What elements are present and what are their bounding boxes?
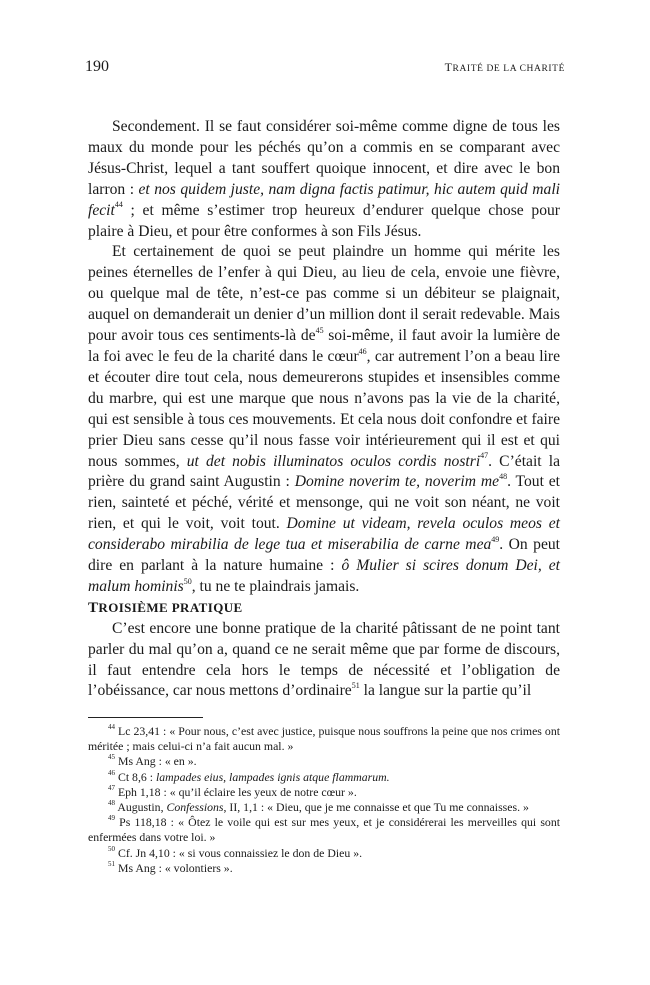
footnote-text: Lc 23,41 : « Pour nous, c’est avec justice, puisque nous souffrons la peine que nos crimes ont méritée ; mais celui-ci n’a fait aucun mal. » — [88, 724, 560, 754]
footnote-number: 48 — [108, 799, 115, 808]
footnote-separator — [88, 717, 203, 718]
footnote-ref[interactable]: 46 — [358, 346, 367, 356]
section-heading-small-caps: ROISIÈME PRATIQUE — [98, 599, 243, 615]
paragraph-troisieme-pratique — [88, 619, 560, 703]
footnote-number: 47 — [108, 783, 115, 792]
footnote — [88, 785, 560, 800]
section-heading-initial: T — [88, 599, 99, 616]
text-run: ; et même s’estimer trop heureux d’endurer quelque chose pour plaire à Dieu, et pour être conformes à son Fils Jésus. — [88, 201, 560, 240]
footnote-number: 50 — [108, 844, 115, 853]
page-number: 190 — [85, 58, 109, 75]
section-heading — [88, 598, 560, 619]
text-run: C’est encore une bonne pratique de la charité pâtissant de ne point tant parler du mal qu’on a, quand ce ne serait même que par forme de discours, il faut entendre cela hors le temps de nécessité et l’obligation de l’obéissance, car nous mettons d’ordinaire — [88, 619, 560, 700]
footnote — [88, 800, 560, 815]
footnote — [88, 770, 560, 785]
footnotes — [88, 724, 560, 876]
footnote-text: , II, 1,1 : « Dieu, que je me connaisse et que Tu me connaisses. » — [223, 800, 529, 815]
footnote-text: Augustin, — [117, 800, 167, 815]
text-run: Et certainement de quoi se peut plaindre un homme qui mérite les peines éternelles de l’enfer à qui Dieu, au lieu de cela, envoie une fièvre, ou quelque mal de tête, n’est-ce pas comme si un débiteur se plaignait, auquel on demanderait un denier d’un million dont il serait redevable. Mais pour avoir tous ces sentiments-là de — [88, 243, 560, 345]
footnote-number: 46 — [108, 768, 115, 777]
paragraph-et-certainement — [88, 242, 560, 597]
text-run: la langue sur la partie qu’il — [359, 682, 532, 700]
footnote-latin: lampades eius, lampades ignis atque flammarum. — [155, 769, 390, 784]
text-run: . On peut dire en parlant à la nature humaine : — [88, 536, 560, 575]
footnote — [88, 754, 560, 769]
text-run: soi-même, il faut avoir la lumière de la foi avec le feu de la charité dans le cœur — [88, 327, 560, 365]
footnote-text: Eph 1,18 : « qu’il éclaire les yeux de notre cœur ». — [117, 784, 357, 799]
footnote-text: Cf. Jn 4,10 : « si vous connaissiez le don de Dieu ». — [117, 845, 363, 860]
text-run: . C’était la prière du grand saint Augustin : — [88, 452, 560, 491]
running-title-initial: T — [444, 60, 453, 74]
text-run: , tu ne te plaindrais jamais. — [191, 577, 360, 595]
footnote-book-title: Confessions — [166, 800, 224, 815]
footnote-ref[interactable]: 48 — [499, 472, 508, 482]
footnote-text: Ct 8,6 : — [117, 769, 156, 784]
latin-quote: Domine noverim te, noverim me — [294, 473, 500, 491]
footnote-number: 51 — [108, 859, 115, 868]
footnote — [88, 815, 560, 845]
body-text — [88, 117, 560, 702]
text-run: , car autrement l’on a beau lire et écouter dire tout cela, nous demeurerons stupides et insensibles comme du marbre, qui est une marque que nous n’avons pas la vie de la charité, qui est sensible à tous ces mouvements. Et cela nous doit confondre et faire prier Dieu sans cesse qu’il nous fasse voir intérieurement qui il est et qui nous sommes, — [88, 347, 560, 470]
text-run: . Tout et rien, sainteté et péché, vérité et mensonge, qui ne voit son néant, ne voit rien, et qui le voit, voit tout. — [88, 473, 561, 533]
running-title-small-caps: RAITÉ DE LA CHARITÉ — [452, 64, 565, 74]
text-run: Secondement. Il se faut considérer soi-même comme digne de tous les maux du monde pour les péchés qu’on a commis en se comparant avec Jésus-Christ, lequel a tant souffert quoique innocent, et dire avec le bon larron : — [88, 118, 560, 198]
latin-quote: ut det nobis illuminatos oculos cordis nostri — [186, 452, 481, 470]
footnote-ref[interactable]: 45 — [315, 325, 324, 335]
footnote-ref[interactable]: 44 — [114, 200, 123, 210]
footnote-number: 45 — [108, 753, 115, 762]
latin-quote: Domine ut videam, revela oculos meos et considerabo mirabilia de lege tua et miserabilia de carne mea — [88, 515, 560, 554]
footnote-text: Ms Ang : « volontiers ». — [117, 860, 233, 875]
footnote-ref[interactable]: 47 — [480, 451, 489, 461]
latin-quote: ô Mulier si scires donum Dei, et malum hominis — [88, 557, 561, 595]
footnote-ref[interactable]: 50 — [183, 576, 192, 586]
footnote-ref[interactable]: 51 — [351, 681, 360, 691]
footnote-number: 44 — [108, 723, 115, 732]
latin-quote: et nos quidem juste, nam digna factis patimur, hic autem quid mali fecit — [88, 180, 560, 219]
footnote-text: Ps 118,18 : « Ôtez le voile qui est sur mes yeux, et je considérerai les merveilles qui sont enfermées dans votre loi. » — [88, 815, 560, 845]
footnote-number: 49 — [108, 814, 115, 823]
footnote-text: Ms Ang : « en ». — [117, 754, 197, 769]
footnote — [88, 846, 560, 861]
footnote-ref[interactable]: 49 — [491, 534, 500, 544]
footnote — [88, 724, 560, 754]
running-head — [85, 58, 565, 80]
footnote — [88, 861, 560, 876]
running-title — [445, 60, 565, 75]
paragraph-secondement — [88, 117, 560, 242]
